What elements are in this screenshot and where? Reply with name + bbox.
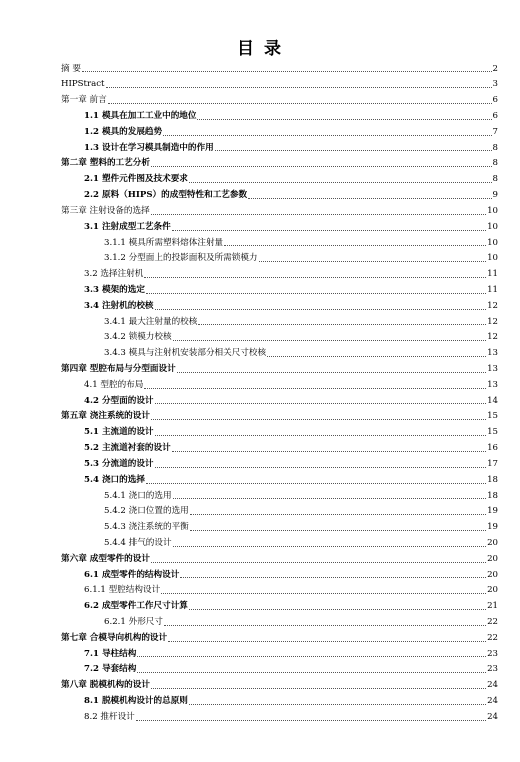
toc-dot-leader <box>173 340 486 341</box>
toc-dot-leader <box>155 467 487 468</box>
toc-entry-label: 第五章 浇注系统的设计 <box>61 411 150 422</box>
toc-dot-leader <box>248 198 491 199</box>
toc-dot-leader <box>189 182 492 183</box>
toc-entry[interactable] <box>0 77 520 93</box>
toc-page-number: 20 <box>487 537 498 548</box>
toc-entry[interactable] <box>0 361 520 377</box>
toc-dot-leader <box>163 135 491 136</box>
toc-entry[interactable] <box>0 251 520 267</box>
toc-dot-leader <box>151 688 486 689</box>
toc-page-number: 10 <box>487 253 498 264</box>
toc-entry[interactable] <box>0 520 520 536</box>
toc-dot-leader <box>144 277 486 278</box>
toc-entry[interactable] <box>0 551 520 567</box>
toc-entry-label: 5.4.1 浇口的选用 <box>104 490 172 501</box>
toc-dot-leader <box>137 656 486 657</box>
toc-entry-label: 6.1 成型零件的结构设计 <box>84 569 180 580</box>
toc-entry[interactable] <box>0 441 520 457</box>
toc-page-number: 10 <box>487 237 498 248</box>
toc-dot-leader <box>189 609 486 610</box>
toc-page-number: 20 <box>487 569 498 580</box>
toc-entry[interactable] <box>0 583 520 599</box>
toc-page-number: 11 <box>487 269 498 280</box>
toc-dot-leader <box>173 546 486 547</box>
toc-entry-label: 1.1 模具在加工工业中的地位 <box>84 111 197 122</box>
toc-entry[interactable] <box>0 156 520 172</box>
toc-page-number: 18 <box>487 490 498 501</box>
toc-dot-leader <box>168 641 486 642</box>
toc-page-number: 24 <box>487 680 498 691</box>
toc-dot-leader <box>137 672 486 673</box>
toc-entry[interactable] <box>0 567 520 583</box>
toc-entry[interactable] <box>0 614 520 630</box>
toc-entry-label: 7.2 导套结构 <box>84 664 137 675</box>
toc-page-number: 10 <box>487 221 498 232</box>
toc-page-number: 9 <box>492 190 498 201</box>
toc-entry[interactable] <box>0 203 520 219</box>
toc-page-number: 13 <box>487 364 498 375</box>
toc-entry-label: 2.1 塑件元件图及技术要求 <box>84 174 188 185</box>
toc-entry-label: 摘 要 <box>61 63 81 74</box>
toc-page-number: 24 <box>487 696 498 707</box>
toc-entry[interactable] <box>0 140 520 156</box>
toc-entry-label: 7.1 导柱结构 <box>84 648 137 659</box>
toc-entry[interactable] <box>0 346 520 362</box>
toc-dot-leader <box>146 293 486 294</box>
toc-page-number: 24 <box>487 711 498 722</box>
toc-page-number: 15 <box>487 427 498 438</box>
toc-entry-label: 3.4 注射机的校核 <box>84 300 154 311</box>
toc-dot-leader <box>108 103 492 104</box>
toc-entry[interactable] <box>0 298 520 314</box>
toc-entry[interactable] <box>0 330 520 346</box>
toc-entry-label: 6.2.1 外形尺寸 <box>104 617 163 628</box>
toc-entry-label: 6.1.1 型腔结构设计 <box>84 585 161 596</box>
toc-entry-label: 第六章 成型零件的设计 <box>61 553 150 564</box>
toc-dot-leader <box>197 119 491 120</box>
toc-dot-leader <box>190 530 486 531</box>
toc-page-number: 14 <box>487 395 498 406</box>
toc-page-number: 18 <box>487 474 498 485</box>
toc-entry-label: 5.4.2 浇口位置的选用 <box>104 506 189 517</box>
toc-dot-leader <box>155 309 487 310</box>
toc-entry[interactable] <box>0 314 520 330</box>
toc-entry[interactable] <box>0 709 520 725</box>
toc-entry-label: 4.1 型腔的布局 <box>84 379 144 390</box>
toc-entry-label: 3.1 注射成型工艺条件 <box>84 221 171 232</box>
toc-dot-leader <box>190 514 486 515</box>
toc-page-number: 10 <box>487 205 498 216</box>
toc-entry[interactable] <box>0 172 520 188</box>
toc-dot-leader <box>267 356 486 357</box>
toc-entry[interactable] <box>0 678 520 694</box>
toc-entry[interactable] <box>0 488 520 504</box>
toc-entry[interactable] <box>0 61 520 77</box>
toc-entry[interactable] <box>0 108 520 124</box>
toc-entry-label: 3.1.1 模具所需塑料熔体注射量 <box>104 237 224 248</box>
toc-page-number: 6 <box>492 95 498 106</box>
toc-entry-label: 3.3 模架的选定 <box>84 284 145 295</box>
toc-dot-leader <box>224 245 486 246</box>
toc-entry-label: 第四章 型腔布局与分型面设计 <box>61 364 176 375</box>
toc-dot-leader <box>177 372 486 373</box>
toc-entry-label: HIPStract <box>61 79 105 90</box>
toc-entry-label: 5.4 浇口的选择 <box>84 474 145 485</box>
toc-dot-leader <box>146 483 486 484</box>
toc-dot-leader <box>155 435 487 436</box>
toc-page-number: 3 <box>492 79 498 90</box>
toc-entry[interactable] <box>0 662 520 678</box>
toc-entry-label: 第一章 前言 <box>61 95 107 106</box>
toc-page-number: 13 <box>487 379 498 390</box>
toc-entry-label: 5.1 主流道的设计 <box>84 427 154 438</box>
toc-entry[interactable] <box>0 630 520 646</box>
toc-page-number: 21 <box>487 601 498 612</box>
toc-entry-label: 第二章 塑料的工艺分析 <box>61 158 150 169</box>
toc-page-number: 12 <box>487 316 498 327</box>
toc-page-number: 22 <box>487 617 498 628</box>
toc-page-number: 8 <box>492 158 498 169</box>
toc-page-number: 23 <box>487 648 498 659</box>
toc-dot-leader <box>173 498 486 499</box>
toc-page-number: 7 <box>492 126 498 137</box>
toc-entry-label: 第三章 注射设备的选择 <box>61 205 150 216</box>
toc-entry[interactable] <box>0 188 520 204</box>
toc-entry[interactable] <box>0 599 520 615</box>
toc-dot-leader <box>259 261 487 262</box>
toc-dot-leader <box>136 720 486 721</box>
toc-page-number: 12 <box>487 300 498 311</box>
toc-page-number: 19 <box>487 506 498 517</box>
toc-page-number: 15 <box>487 411 498 422</box>
toc-list <box>0 61 520 725</box>
toc-dot-leader <box>172 230 486 231</box>
toc-dot-leader <box>180 577 486 578</box>
toc-page-number: 17 <box>487 458 498 469</box>
toc-entry-label: 3.4.1 最大注射量的校核 <box>104 316 198 327</box>
toc-page-number: 19 <box>487 522 498 533</box>
toc-dot-leader <box>164 625 486 626</box>
toc-dot-leader <box>189 704 486 705</box>
toc-entry[interactable] <box>0 535 520 551</box>
toc-page-number: 11 <box>487 284 498 295</box>
toc-dot-leader <box>106 87 492 88</box>
toc-page-number: 2 <box>492 63 498 74</box>
toc-entry-label: 1.2 模具的发展趋势 <box>84 126 163 137</box>
toc-entry-label: 8.2 推杆设计 <box>84 711 135 722</box>
toc-page-number: 6 <box>492 111 498 122</box>
toc-entry-label: 1.3 设计在学习模具制造中的作用 <box>84 142 214 153</box>
toc-entry-label: 5.2 主流道衬套的设计 <box>84 443 171 454</box>
toc-page-number: 8 <box>492 174 498 185</box>
toc-entry[interactable] <box>0 219 520 235</box>
toc-dot-leader <box>151 166 492 167</box>
toc-dot-leader <box>155 403 487 404</box>
toc-entry[interactable] <box>0 425 520 441</box>
toc-page-number: 20 <box>487 553 498 564</box>
toc-entry[interactable] <box>0 235 520 251</box>
toc-entry-label: 5.3 分流道的设计 <box>84 458 154 469</box>
toc-entry[interactable] <box>0 409 520 425</box>
toc-page-number: 20 <box>487 585 498 596</box>
toc-dot-leader <box>82 71 492 72</box>
toc-entry-label: 8.1 脱模机构设计的总原则 <box>84 696 188 707</box>
toc-entry[interactable] <box>0 646 520 662</box>
toc-page-number: 8 <box>492 142 498 153</box>
toc-entry-label: 3.4.3 模具与注射机安装部分相关尺寸校核 <box>104 348 267 359</box>
toc-entry[interactable] <box>0 124 520 140</box>
toc-dot-leader <box>151 562 486 563</box>
toc-entry-label: 第八章 脱模机构的设计 <box>61 680 150 691</box>
toc-dot-leader <box>151 214 486 215</box>
toc-entry-label: 第七章 合模导向机构的设计 <box>61 632 168 643</box>
toc-entry[interactable] <box>0 472 520 488</box>
toc-title: 目 录 <box>237 39 283 59</box>
toc-page-number: 22 <box>487 632 498 643</box>
toc-entry-label: 3.4.2 锁模力校核 <box>104 332 172 343</box>
toc-entry[interactable] <box>0 282 520 298</box>
toc-entry[interactable] <box>0 456 520 472</box>
toc-dot-leader <box>151 419 486 420</box>
toc-entry[interactable] <box>0 694 520 710</box>
toc-entry-label: 4.2 分型面的设计 <box>84 395 154 406</box>
toc-page-number: 12 <box>487 332 498 343</box>
toc-entry[interactable] <box>0 377 520 393</box>
toc-dot-leader <box>144 388 486 389</box>
toc-entry[interactable] <box>0 504 520 520</box>
toc-page-number: 23 <box>487 664 498 675</box>
toc-entry-label: 3.2 选择注射机 <box>84 269 144 280</box>
toc-page-number: 16 <box>487 443 498 454</box>
toc-entry-label: 5.4.3 浇注系统的平衡 <box>104 522 189 533</box>
toc-entry[interactable] <box>0 93 520 109</box>
toc-dot-leader <box>161 593 486 594</box>
toc-entry-label: 3.1.2 分型面上的投影面积及所需锁模力 <box>104 253 258 264</box>
toc-entry-label: 2.2 原料（HIPS）的成型特性和工艺参数 <box>84 190 248 201</box>
toc-entry-label: 6.2 成型零件工作尺寸计算 <box>84 601 188 612</box>
toc-entry[interactable] <box>0 393 520 409</box>
toc-dot-leader <box>198 324 486 325</box>
toc-dot-leader <box>215 150 492 151</box>
toc-page-number: 13 <box>487 348 498 359</box>
toc-entry[interactable] <box>0 267 520 283</box>
toc-dot-leader <box>172 451 486 452</box>
toc-entry-label: 5.4.4 排气的设计 <box>104 537 172 548</box>
